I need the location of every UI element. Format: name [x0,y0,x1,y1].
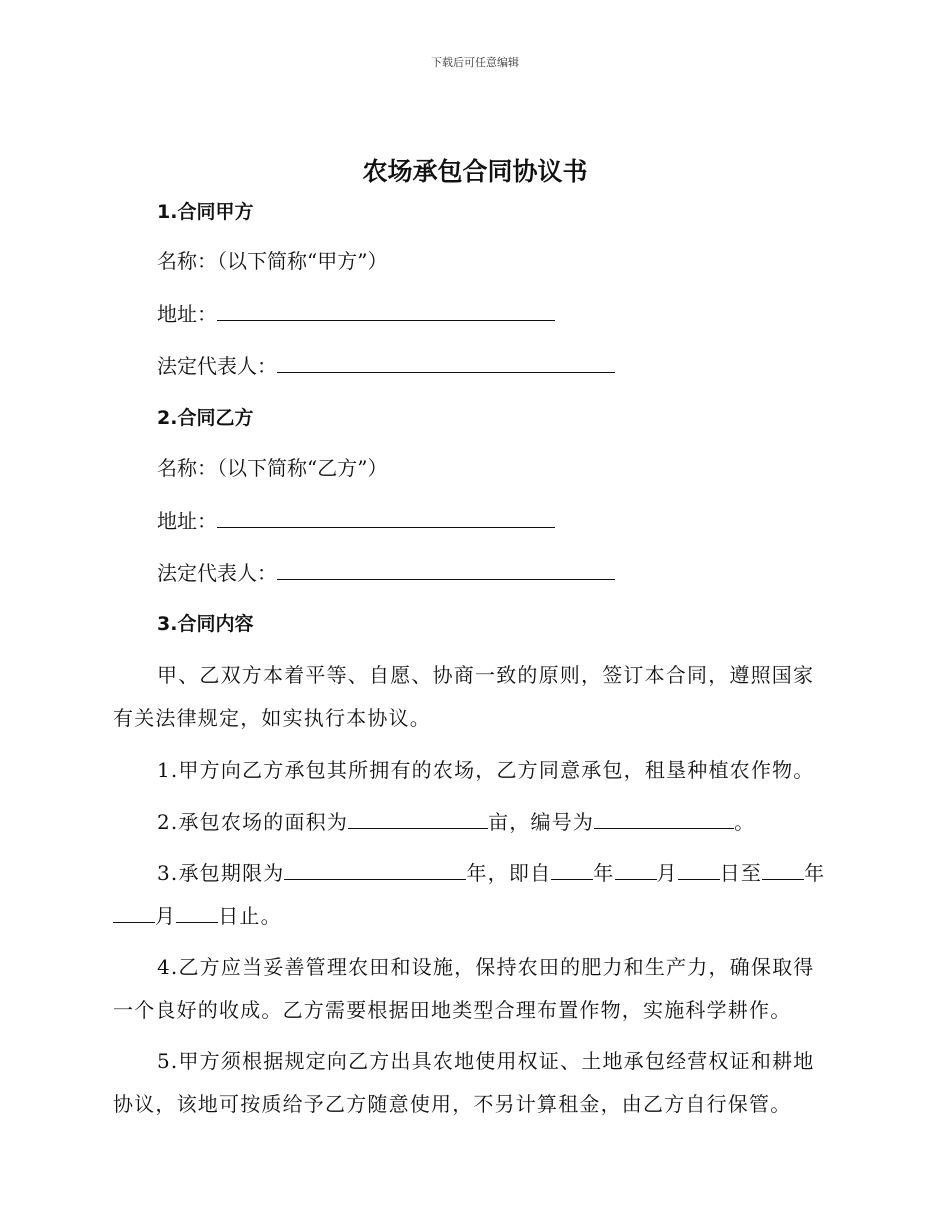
clause-3-y2: 年 [804,861,826,885]
clause-3 [113,852,833,938]
clause-1-text: 1.甲方向乙方承包其所拥有的农场，乙方同意承包，租垦种植农作物。 [157,758,815,782]
start-day-blank[interactable] [678,859,720,880]
party-b-rep-blank[interactable] [277,559,615,580]
area-blank[interactable] [348,808,488,829]
clause-4 [113,946,833,1032]
party-a-address-label: 地址： [157,302,217,326]
end-year-blank[interactable] [762,859,804,880]
clause-3-y: 年 [593,861,615,885]
clause-3-m2: 月 [155,904,177,928]
clause-5-text: 5.甲方须根据规定向乙方出具农地使用权证、土地承包经营权证和耕地协议，该地可按质给予乙方随意使用，不另计算租金，由乙方自行保管。 [113,1049,815,1116]
clause-2-prefix: 2.承包农场的面积为 [157,810,349,834]
party-b-address-label: 地址： [157,509,217,533]
clause-3-d: 日至 [719,861,763,885]
party-b-address-row [157,507,555,534]
party-a-rep-label: 法定代表人： [157,354,277,378]
clause-3-prefix: 3.承包期限为 [157,861,285,885]
party-a-rep-blank[interactable] [277,352,615,373]
clause-4-text: 4.乙方应当妥善管理农田和设施，保持农田的肥力和生产力，确保取得一个良好的收成。乙方需要根据田地类型合理布置作物，实施科学耕作。 [113,955,815,1022]
content-heading: 3.合同内容 [157,613,254,635]
party-b-rep-row [157,559,615,586]
start-year-blank[interactable] [551,859,593,880]
clause-3-end: 日止。 [218,904,282,928]
clause-1 [113,749,833,792]
intro-paragraph [113,654,833,740]
party-a-heading: 1.合同甲方 [157,201,254,223]
start-month-blank[interactable] [615,859,657,880]
party-a-name: 名称：（以下简称“甲方”） [157,249,388,273]
clause-5 [113,1040,833,1126]
page-header: 下载后可任意编辑 [431,56,519,69]
clause-2-suffix: 。 [734,810,756,834]
end-month-blank[interactable] [113,902,155,923]
term-years-blank[interactable] [284,859,466,880]
intro-text: 甲、乙双方本着平等、自愿、协商一致的原则，签订本合同，遵照国家有关法律规定，如实执行本协议。 [113,663,815,730]
number-blank[interactable] [594,808,734,829]
party-b-rep-label: 法定代表人： [157,561,277,585]
party-b-address-blank[interactable] [217,507,555,528]
party-a-address-row [157,300,555,327]
party-a-rep-row [157,352,615,379]
clause-3-m: 月 [656,861,678,885]
end-day-blank[interactable] [176,902,218,923]
party-b-name: 名称：（以下简称“乙方”） [157,456,388,480]
party-a-address-blank[interactable] [217,300,555,321]
clause-2-mid: 亩，编号为 [488,810,595,834]
document-title: 农场承包合同协议书 [362,157,588,186]
clause-3-year1: 年，即自 [466,861,552,885]
clause-2 [113,801,833,844]
party-b-heading: 2.合同乙方 [157,407,254,429]
